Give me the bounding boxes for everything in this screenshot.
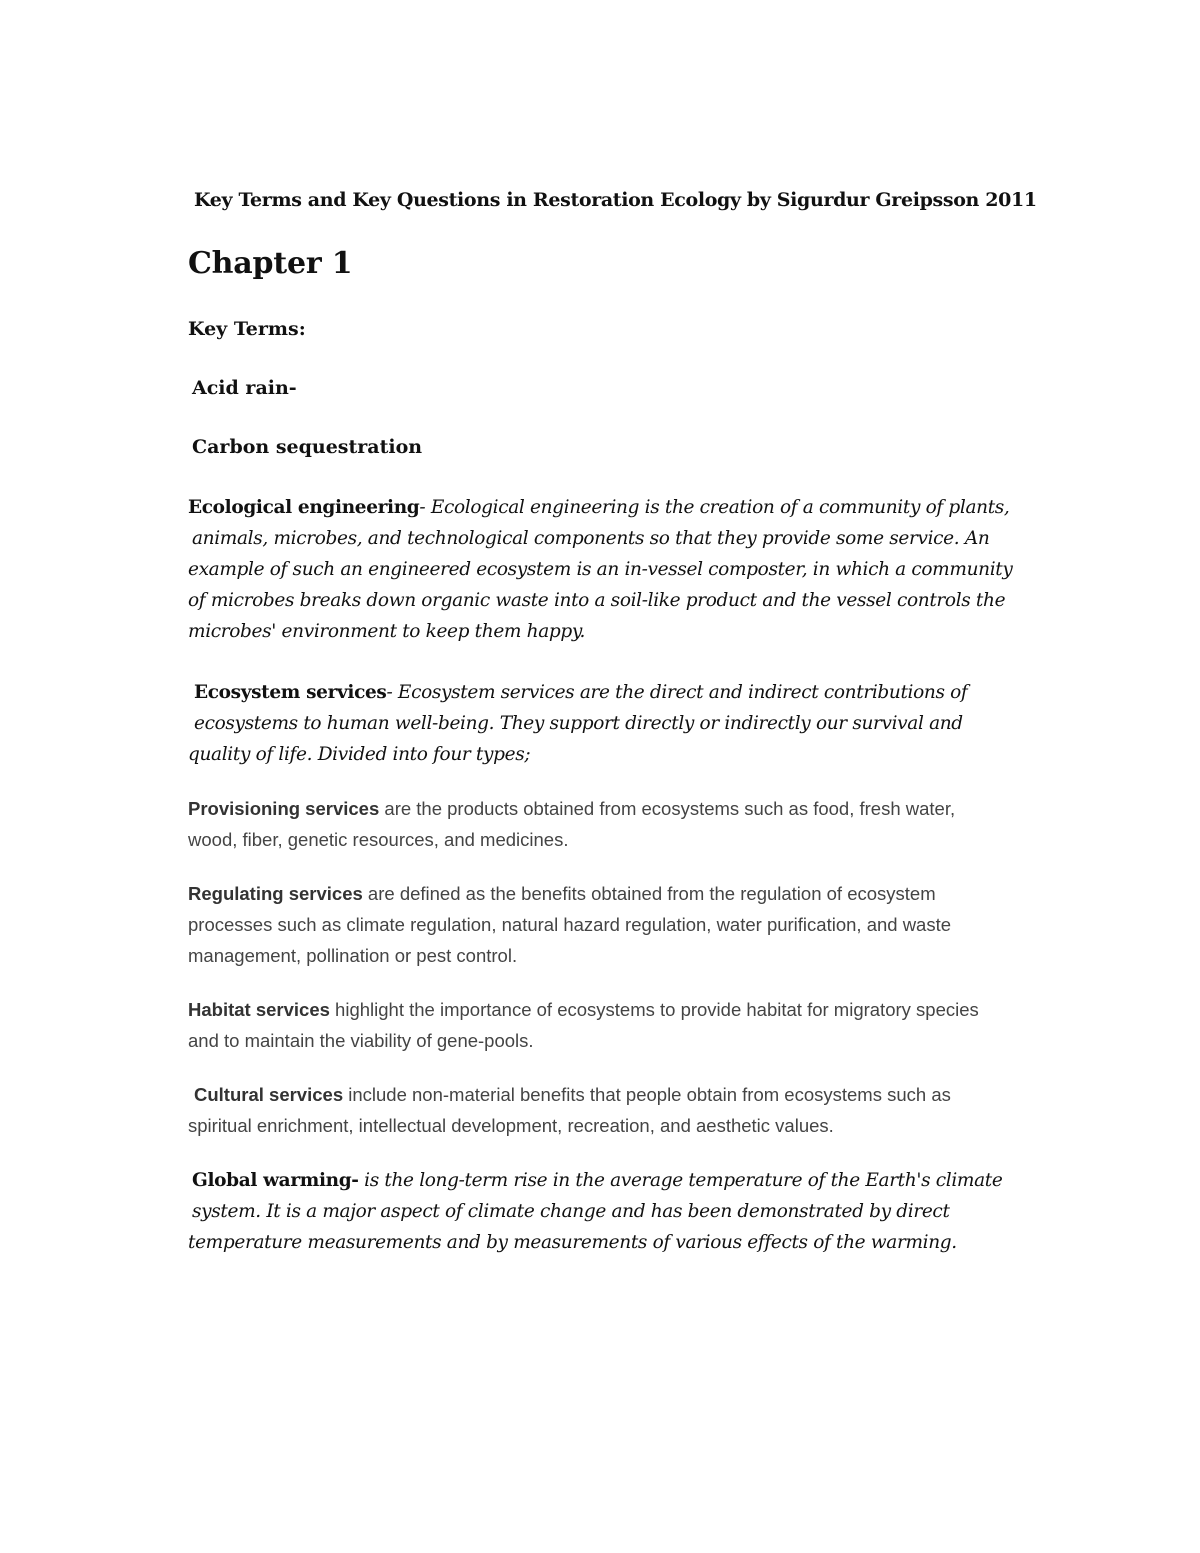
entry-ecological-engineering <box>188 492 1078 647</box>
entry-cultural-services <box>188 1079 1078 1141</box>
definition-line: - Ecological engineering is the creation of a community of plants, <box>419 497 1010 518</box>
entry-provisioning-services <box>188 793 1078 855</box>
term-carbon-sequestration: Carbon sequestration <box>192 436 423 458</box>
definition-line: are defined as the benefits obtained from the regulation of ecosystem <box>362 883 936 904</box>
definition-line: management, pollination or pest control. <box>188 945 518 966</box>
document-page <box>188 180 1078 1258</box>
term-ecosystem-services: Ecosystem services <box>194 682 387 703</box>
definition-line: and to maintain the viability of gene-pools. <box>188 1030 534 1051</box>
definition-line: processes such as climate regulation, natural hazard regulation, water purification, and waste <box>188 914 952 935</box>
definition-line: of microbes breaks down organic waste into a soil-like product and the vessel controls the <box>188 590 1006 611</box>
entry-ecosystem-services <box>188 677 1078 770</box>
definition-line: animals, microbes, and technological components so that they provide some service. An <box>192 528 990 549</box>
definition-line: wood, fiber, genetic resources, and medicines. <box>188 829 569 850</box>
entry-regulating-services <box>188 878 1078 971</box>
definition-line: spiritual enrichment, intellectual development, recreation, and aesthetic values. <box>188 1115 834 1136</box>
document-title: Key Terms and Key Questions in Restoration Ecology by Sigurdur Greipsson 2011 <box>194 189 1037 211</box>
definition-line: - Ecosystem services are the direct and indirect contributions of <box>386 682 968 703</box>
term-cultural-services: Cultural services <box>194 1084 344 1105</box>
definition-line: temperature measurements and by measurements of various effects of the warming. <box>188 1232 957 1253</box>
definition-line: is the long-term rise in the average temperature of the Earth's climate <box>358 1170 1003 1191</box>
definition-line: quality of life. Divided into four types; <box>188 744 531 765</box>
definition-line: highlight the importance of ecosystems to provide habitat for migratory species <box>329 999 979 1020</box>
entry-global-warming <box>188 1165 1078 1258</box>
term-acid-rain: Acid rain- <box>192 377 297 399</box>
definition-line: example of such an engineered ecosystem is an in-vessel composter, in which a community <box>188 559 1013 580</box>
chapter-heading: Chapter 1 <box>188 246 353 281</box>
definition-line: microbes' environment to keep them happy. <box>188 621 586 642</box>
term-regulating-services: Regulating services <box>188 883 363 904</box>
term-global-warming: Global warming- <box>192 1170 359 1191</box>
term-ecological-engineering: Ecological engineering <box>188 497 420 518</box>
term-habitat-services: Habitat services <box>188 999 330 1020</box>
entry-habitat-services <box>188 994 1078 1056</box>
definition-line: system. It is a major aspect of climate change and has been demonstrated by direct <box>192 1201 950 1222</box>
definition-line: are the products obtained from ecosystems such as food, fresh water, <box>379 798 956 819</box>
term-provisioning-services: Provisioning services <box>188 798 380 819</box>
definition-line: include non-material benefits that people obtain from ecosystems such as <box>343 1084 951 1105</box>
key-terms-heading: Key Terms: <box>188 318 306 340</box>
definition-line: ecosystems to human well-being. They support directly or indirectly our survival and <box>194 713 963 734</box>
